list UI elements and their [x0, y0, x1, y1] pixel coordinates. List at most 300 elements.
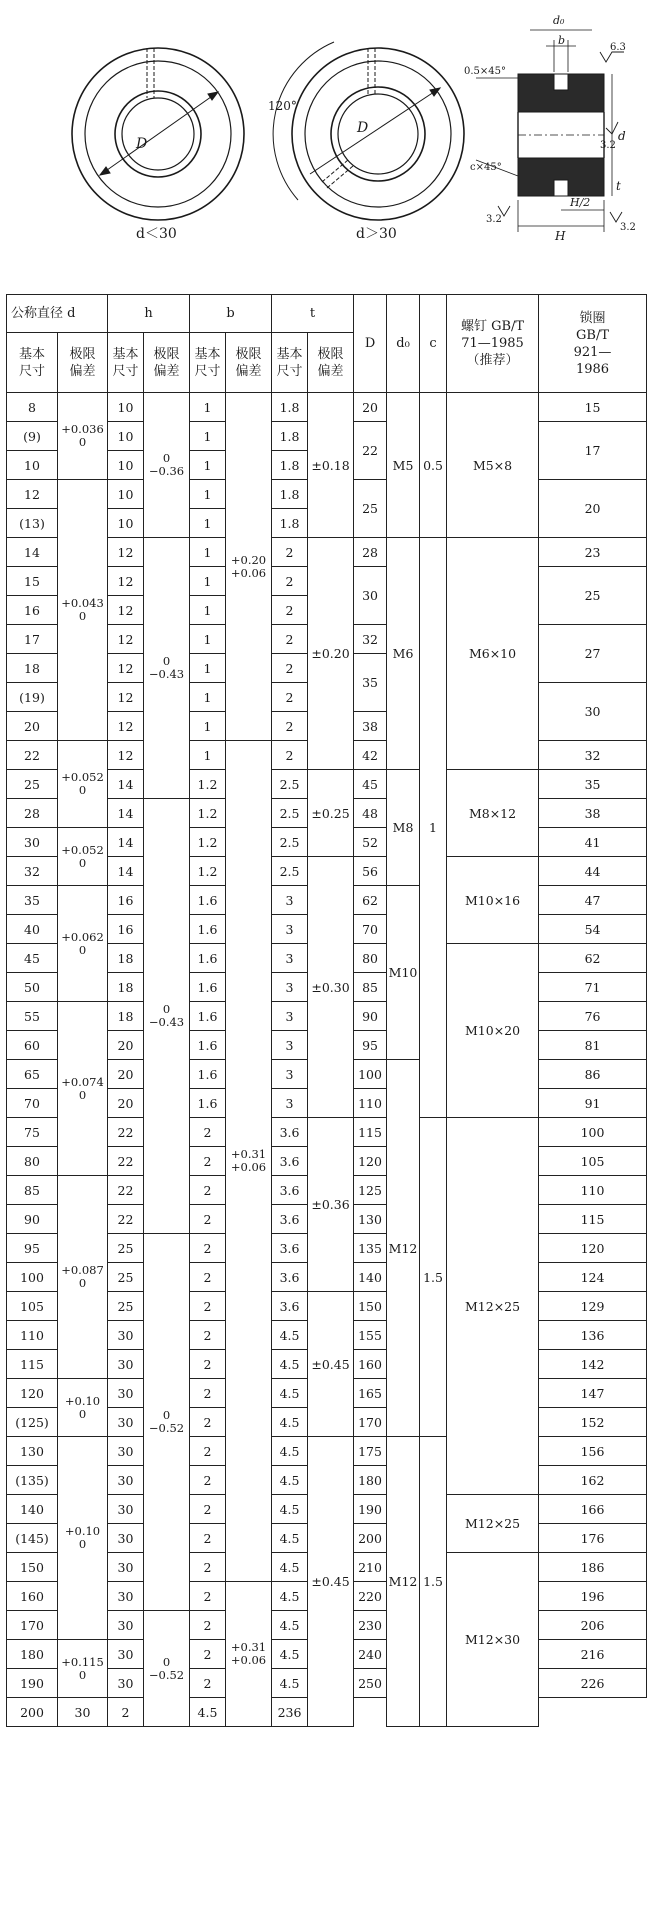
h-base-cell: 12: [108, 741, 144, 770]
cell-line: 0: [78, 1087, 87, 1102]
ring-cell: 17: [539, 422, 647, 480]
d0-cell: M8: [387, 770, 420, 886]
d-limit-cell: [58, 886, 108, 1002]
header-c: c: [420, 295, 447, 393]
b-base-cell: 2: [190, 1640, 226, 1669]
d-base-cell: (135): [7, 1466, 58, 1495]
d-limit-cell: [58, 480, 108, 741]
d-base-cell: 120: [7, 1379, 58, 1408]
side-roughness-mid: 3.2: [600, 140, 616, 151]
c-cell: 0.5: [420, 393, 447, 538]
b-base-cell: 1.6: [190, 973, 226, 1002]
b-base-cell: 2: [108, 1698, 144, 1727]
h-base-cell: 12: [108, 596, 144, 625]
D-cell: 42: [354, 741, 387, 770]
h-base-cell: 10: [108, 451, 144, 480]
d-base-cell: 180: [7, 1640, 58, 1669]
d0-cell: M5: [387, 393, 420, 538]
screw-cell: M5×8: [447, 393, 539, 538]
h-base-cell: 16: [108, 915, 144, 944]
cell-line: 基本: [194, 346, 221, 362]
D-cell: 130: [354, 1205, 387, 1234]
t-base-cell: 2: [272, 538, 308, 567]
d-base-cell: 25: [7, 770, 58, 799]
cell-line: GB/T: [576, 327, 610, 343]
h-base-cell: 22: [108, 1205, 144, 1234]
t-limit-cell: ±0.45: [308, 1292, 354, 1437]
ring-cell: 35: [539, 770, 647, 799]
D-cell: 250: [354, 1669, 387, 1698]
h-base-cell: 30: [108, 1669, 144, 1698]
b-base-cell: 2: [190, 1437, 226, 1466]
t-base-cell: 2: [272, 683, 308, 712]
cell-line: +0.31: [230, 1640, 267, 1654]
d-limit-cell: [58, 1176, 108, 1379]
cell-line: −0.52: [148, 1667, 185, 1682]
cell-line: 偏差: [317, 363, 344, 379]
b-base-cell: 1.6: [190, 1031, 226, 1060]
d0-cell: M6: [387, 538, 420, 770]
cell-line: 锁圈: [579, 310, 606, 326]
d-base-cell: 35: [7, 886, 58, 915]
cell-line: −0.43: [148, 1015, 185, 1029]
t-base-cell: 2: [272, 596, 308, 625]
table-row: [7, 393, 647, 422]
t-base-cell: 1.8: [272, 422, 308, 451]
b-base-cell: 1.6: [190, 944, 226, 973]
d-base-cell: 55: [7, 1002, 58, 1031]
D-cell: 175: [354, 1437, 387, 1466]
side-roughness-top: 6.3: [610, 42, 626, 53]
d-base-cell: 40: [7, 915, 58, 944]
ring-cell: 105: [539, 1147, 647, 1176]
D-cell: 210: [354, 1553, 387, 1582]
ring-cell: 166: [539, 1495, 647, 1524]
ring-cell: 142: [539, 1350, 647, 1379]
table-row: [7, 1437, 647, 1466]
ring-cell: 25: [539, 567, 647, 625]
cell-line: +0.052: [61, 842, 104, 857]
D-cell: 180: [354, 1466, 387, 1495]
t-base-cell: 4.5: [272, 1524, 308, 1553]
cell-line: 尺寸: [276, 363, 303, 379]
D-cell: 125: [354, 1176, 387, 1205]
c-cell: 1.5: [420, 1437, 447, 1727]
b-base-cell: 2: [190, 1553, 226, 1582]
t-base-cell: 2: [272, 625, 308, 654]
b-limit-cell: [226, 393, 272, 741]
d-limit-cell: [58, 1379, 108, 1437]
ring-cell: 86: [539, 1060, 647, 1089]
side-c-label: c×45°: [470, 162, 502, 173]
t-base-cell: 3.6: [272, 1263, 308, 1292]
D-cell: 56: [354, 857, 387, 886]
ring-cell: 27: [539, 625, 647, 683]
b-base-cell: 1: [190, 567, 226, 596]
t-base-cell: 4.5: [272, 1437, 308, 1466]
D-cell: 135: [354, 1234, 387, 1263]
header-base: [190, 333, 226, 393]
cell-line: 尺寸: [18, 363, 45, 379]
D-cell: 25: [354, 480, 387, 538]
screw-cell: M12×30: [447, 1553, 539, 1727]
D-cell: 90: [354, 1002, 387, 1031]
b-base-cell: 1: [190, 683, 226, 712]
ring-cell: 186: [539, 1553, 647, 1582]
h-limit-cell: [144, 538, 190, 799]
cell-line: 极限: [235, 346, 262, 362]
h-base-cell: 30: [108, 1350, 144, 1379]
ring-cell: 115: [539, 1205, 647, 1234]
d-base-cell: 115: [7, 1350, 58, 1379]
ring-cell: 15: [539, 393, 647, 422]
h-base-cell: 30: [108, 1640, 144, 1669]
side-t-label: t: [616, 179, 621, 193]
cell-line: 0: [78, 855, 87, 870]
h-base-cell: 30: [108, 1437, 144, 1466]
header-screw: [447, 295, 539, 393]
ring-cell: 196: [539, 1582, 647, 1611]
t-base-cell: 1.8: [272, 393, 308, 422]
ring-cell: 47: [539, 886, 647, 915]
h-base-cell: 18: [108, 1002, 144, 1031]
ring-cell: 176: [539, 1524, 647, 1553]
b-base-cell: 1.6: [190, 1002, 226, 1031]
d-limit-cell: [58, 1437, 108, 1640]
side-H-label: H: [555, 229, 566, 243]
t-base-cell: 1.8: [272, 509, 308, 538]
h-base-cell: 12: [108, 712, 144, 741]
ring-cell: 120: [539, 1234, 647, 1263]
b-base-cell: 1.2: [190, 799, 226, 828]
t-limit-cell: ±0.20: [308, 538, 354, 770]
d-base-cell: 12: [7, 480, 58, 509]
h-base-cell: 14: [108, 857, 144, 886]
D-cell: 200: [354, 1524, 387, 1553]
b-base-cell: 1: [190, 654, 226, 683]
ring-cell: 91: [539, 1089, 647, 1118]
b-base-cell: 1: [190, 712, 226, 741]
t-base-cell: 2.5: [272, 857, 308, 886]
d-base-cell: 80: [7, 1147, 58, 1176]
D-cell: 38: [354, 712, 387, 741]
b-base-cell: 1.2: [190, 857, 226, 886]
t-base-cell: 4.5: [272, 1669, 308, 1698]
t-base-cell: 2: [272, 654, 308, 683]
ring-cell: 147: [539, 1379, 647, 1408]
cell-line: −0.36: [148, 464, 185, 478]
D-cell: 190: [354, 1495, 387, 1524]
d-base-cell: 95: [7, 1234, 58, 1263]
header-b: b: [190, 295, 272, 333]
t-limit-cell: ±0.36: [308, 1118, 354, 1292]
d-limit-cell: [58, 828, 108, 886]
cell-line: 极限: [317, 346, 344, 362]
dia-D-middle-label: D: [357, 120, 369, 136]
h-base-cell: 12: [108, 683, 144, 712]
D-cell: 140: [354, 1263, 387, 1292]
b-base-cell: 1.2: [190, 828, 226, 857]
screw-cell: M8×12: [447, 770, 539, 857]
d-base-cell: 60: [7, 1031, 58, 1060]
d-base-cell: (13): [7, 509, 58, 538]
ring-cell: 30: [539, 683, 647, 741]
side-roughness-bl: 3.2: [486, 214, 502, 225]
t-base-cell: 3: [272, 973, 308, 1002]
h-base-cell: 30: [108, 1582, 144, 1611]
header-d0: d₀: [387, 295, 420, 393]
b-base-cell: 2: [190, 1524, 226, 1553]
t-base-cell: 3.6: [272, 1292, 308, 1321]
h-base-cell: 10: [108, 509, 144, 538]
ring-cell: 23: [539, 538, 647, 567]
D-cell: 80: [354, 944, 387, 973]
ring-cell: 41: [539, 828, 647, 857]
d-base-cell: 140: [7, 1495, 58, 1524]
b-base-cell: 1: [190, 422, 226, 451]
h-base-cell: 30: [108, 1466, 144, 1495]
t-base-cell: 1.8: [272, 451, 308, 480]
header-h: h: [108, 295, 190, 333]
t-base-cell: 4.5: [272, 1495, 308, 1524]
h-base-cell: 30: [108, 1611, 144, 1640]
h-limit-cell: [144, 1234, 190, 1611]
header-d: 公称直径 d: [7, 295, 108, 333]
D-cell: 120: [354, 1147, 387, 1176]
b-limit-cell: [226, 1582, 272, 1727]
cell-line: 1986: [575, 361, 610, 377]
ring-cell: 71: [539, 973, 647, 1002]
t-base-cell: 2.5: [272, 799, 308, 828]
ring-cell: 124: [539, 1263, 647, 1292]
b-base-cell: 1.6: [190, 1089, 226, 1118]
t-base-cell: 4.5: [272, 1350, 308, 1379]
t-base-cell: 3: [272, 1089, 308, 1118]
cell-line: 极限: [69, 346, 96, 362]
d-base-cell: 20: [7, 712, 58, 741]
cell-line: −0.52: [148, 1421, 185, 1435]
d-base-cell: 30: [7, 828, 58, 857]
d-limit-cell: [58, 741, 108, 828]
t-base-cell: 4.5: [190, 1698, 226, 1727]
cell-line: 0: [78, 783, 87, 797]
side-roughness-br: 3.2: [620, 222, 636, 233]
cell-line: 0: [78, 609, 87, 623]
cell-line: 0: [162, 1002, 171, 1016]
cell-line: −0.43: [148, 667, 185, 681]
b-base-cell: 1: [190, 451, 226, 480]
d-base-cell: 150: [7, 1553, 58, 1582]
t-base-cell: 2: [272, 741, 308, 770]
b-base-cell: 1.6: [190, 886, 226, 915]
D-cell: 30: [354, 567, 387, 625]
cell-line: +0.20: [230, 552, 267, 567]
t-base-cell: 3: [272, 1002, 308, 1031]
d-base-cell: 14: [7, 538, 58, 567]
ring-cell: 110: [539, 1176, 647, 1205]
cell-line: 偏差: [235, 363, 262, 379]
cell-line: 偏差: [153, 363, 180, 379]
b-base-cell: 2: [190, 1205, 226, 1234]
cell-line: 螺钉 GB/T: [460, 319, 525, 334]
header-ring: [539, 295, 647, 393]
header-lim: [144, 333, 190, 393]
D-cell: 155: [354, 1321, 387, 1350]
t-base-cell: 3: [272, 915, 308, 944]
cell-line: +0.06: [230, 1160, 267, 1174]
ring-cell: 162: [539, 1466, 647, 1495]
screw-cell: M6×10: [447, 538, 539, 770]
t-limit-cell: ±0.25: [308, 770, 354, 857]
middle-view-label: d＞30: [356, 226, 397, 242]
D-cell: 48: [354, 799, 387, 828]
ring-cell: 152: [539, 1408, 647, 1437]
side-b-label: b: [558, 34, 566, 47]
screw-cell: M12×25: [447, 1118, 539, 1495]
ring-cell: 236: [272, 1698, 308, 1727]
cell-line: +0.06: [230, 1653, 267, 1667]
d-base-cell: 200: [7, 1698, 58, 1727]
D-cell: 160: [354, 1350, 387, 1379]
d-base-cell: 10: [7, 451, 58, 480]
cell-line: +0.052: [61, 770, 104, 784]
side-h2-label: H/2: [570, 196, 591, 209]
d0-cell: M12: [387, 1060, 420, 1437]
cell-line: +0.062: [61, 929, 104, 944]
d-limit-cell: [58, 1002, 108, 1176]
cell-line: 基本: [276, 346, 303, 362]
t-base-cell: 3: [272, 1060, 308, 1089]
d-base-cell: 85: [7, 1176, 58, 1205]
D-cell: 165: [354, 1379, 387, 1408]
D-cell: 85: [354, 973, 387, 1002]
D-cell: 62: [354, 886, 387, 915]
D-cell: 70: [354, 915, 387, 944]
t-base-cell: 2: [272, 712, 308, 741]
d-base-cell: (125): [7, 1408, 58, 1437]
side-section-view: [476, 30, 624, 232]
h-base-cell: 12: [108, 538, 144, 567]
b-base-cell: 2: [190, 1292, 226, 1321]
cell-line: 尺寸: [112, 363, 139, 379]
cell-line: 0: [162, 1408, 171, 1422]
t-base-cell: 3: [272, 1031, 308, 1060]
D-cell: 32: [354, 625, 387, 654]
d-limit-cell: [58, 1640, 108, 1698]
cell-line: 0: [78, 1276, 87, 1290]
d-base-cell: 32: [7, 857, 58, 886]
d-base-cell: 28: [7, 799, 58, 828]
ring-cell: 81: [539, 1031, 647, 1060]
d-base-cell: 100: [7, 1263, 58, 1292]
ring-cell: 44: [539, 857, 647, 886]
d-base-cell: (145): [7, 1524, 58, 1553]
D-cell: 170: [354, 1408, 387, 1437]
D-cell: 52: [354, 828, 387, 857]
t-limit-cell: ±0.30: [308, 857, 354, 1118]
D-cell: 28: [354, 538, 387, 567]
cell-line: +0.06: [230, 565, 267, 580]
b-base-cell: 2: [190, 1669, 226, 1698]
h-base-cell: 20: [108, 1031, 144, 1060]
cell-line: 偏差: [69, 363, 96, 379]
header-lim: [58, 333, 108, 393]
t-base-cell: 3.6: [272, 1118, 308, 1147]
h-base-cell: 14: [108, 770, 144, 799]
h-base-cell: 25: [108, 1263, 144, 1292]
h-base-cell: 30: [108, 1553, 144, 1582]
b-base-cell: 1.6: [190, 1060, 226, 1089]
D-cell: 22: [354, 422, 387, 480]
D-cell: 20: [354, 393, 387, 422]
t-base-cell: 2: [272, 567, 308, 596]
ring-cell: 76: [539, 1002, 647, 1031]
cell-line: （推荐）: [466, 353, 519, 368]
h-base-cell: 25: [108, 1292, 144, 1321]
ring-cell: 54: [539, 915, 647, 944]
b-base-cell: 1: [190, 393, 226, 422]
t-base-cell: 2.5: [272, 828, 308, 857]
cell-line: 0: [78, 1667, 87, 1682]
h-base-cell: 12: [108, 654, 144, 683]
d-base-cell: 105: [7, 1292, 58, 1321]
h-base-cell: 30: [108, 1379, 144, 1408]
b-base-cell: 2: [190, 1350, 226, 1379]
h-base-cell: 30: [108, 1408, 144, 1437]
D-cell: 230: [354, 1611, 387, 1640]
cell-line: +0.087: [61, 1263, 104, 1277]
cell-line: 0: [162, 1654, 171, 1669]
d-base-cell: 90: [7, 1205, 58, 1234]
h-base-cell: 12: [108, 567, 144, 596]
D-cell: 220: [354, 1582, 387, 1611]
b-base-cell: 2: [190, 1234, 226, 1263]
t-base-cell: 3.6: [272, 1234, 308, 1263]
header-base: [108, 333, 144, 393]
b-base-cell: 2: [190, 1466, 226, 1495]
d-base-cell: 160: [7, 1582, 58, 1611]
h-base-cell: 10: [108, 393, 144, 422]
cell-line: +0.115: [61, 1654, 104, 1669]
cell-line: 尺寸: [194, 363, 221, 379]
h-limit-cell: [144, 393, 190, 538]
t-base-cell: 1.8: [272, 480, 308, 509]
b-base-cell: 1: [190, 480, 226, 509]
ring-cell: 100: [539, 1118, 647, 1147]
t-limit-cell: ±0.45: [308, 1437, 354, 1727]
b-limit-cell: [226, 741, 272, 1582]
t-base-cell: 4.5: [272, 1408, 308, 1437]
t-limit-cell: ±0.18: [308, 393, 354, 538]
side-chamfer-label: 0.5×45°: [464, 66, 507, 77]
b-base-cell: 2: [190, 1118, 226, 1147]
h-base-cell: 10: [108, 480, 144, 509]
h-base-cell: 14: [108, 828, 144, 857]
t-base-cell: 4.5: [272, 1582, 308, 1611]
d-base-cell: 15: [7, 567, 58, 596]
t-base-cell: 2.5: [272, 770, 308, 799]
t-base-cell: 4.5: [272, 1466, 308, 1495]
h-base-cell: 18: [108, 973, 144, 1002]
cell-line: 0: [78, 435, 87, 449]
d-base-cell: 45: [7, 944, 58, 973]
b-base-cell: 2: [190, 1582, 226, 1611]
cell-line: 0: [78, 942, 87, 957]
h-limit-cell: [144, 1611, 190, 1727]
b-base-cell: 2: [190, 1408, 226, 1437]
h-base-cell: 22: [108, 1176, 144, 1205]
h-base-cell: 25: [108, 1234, 144, 1263]
